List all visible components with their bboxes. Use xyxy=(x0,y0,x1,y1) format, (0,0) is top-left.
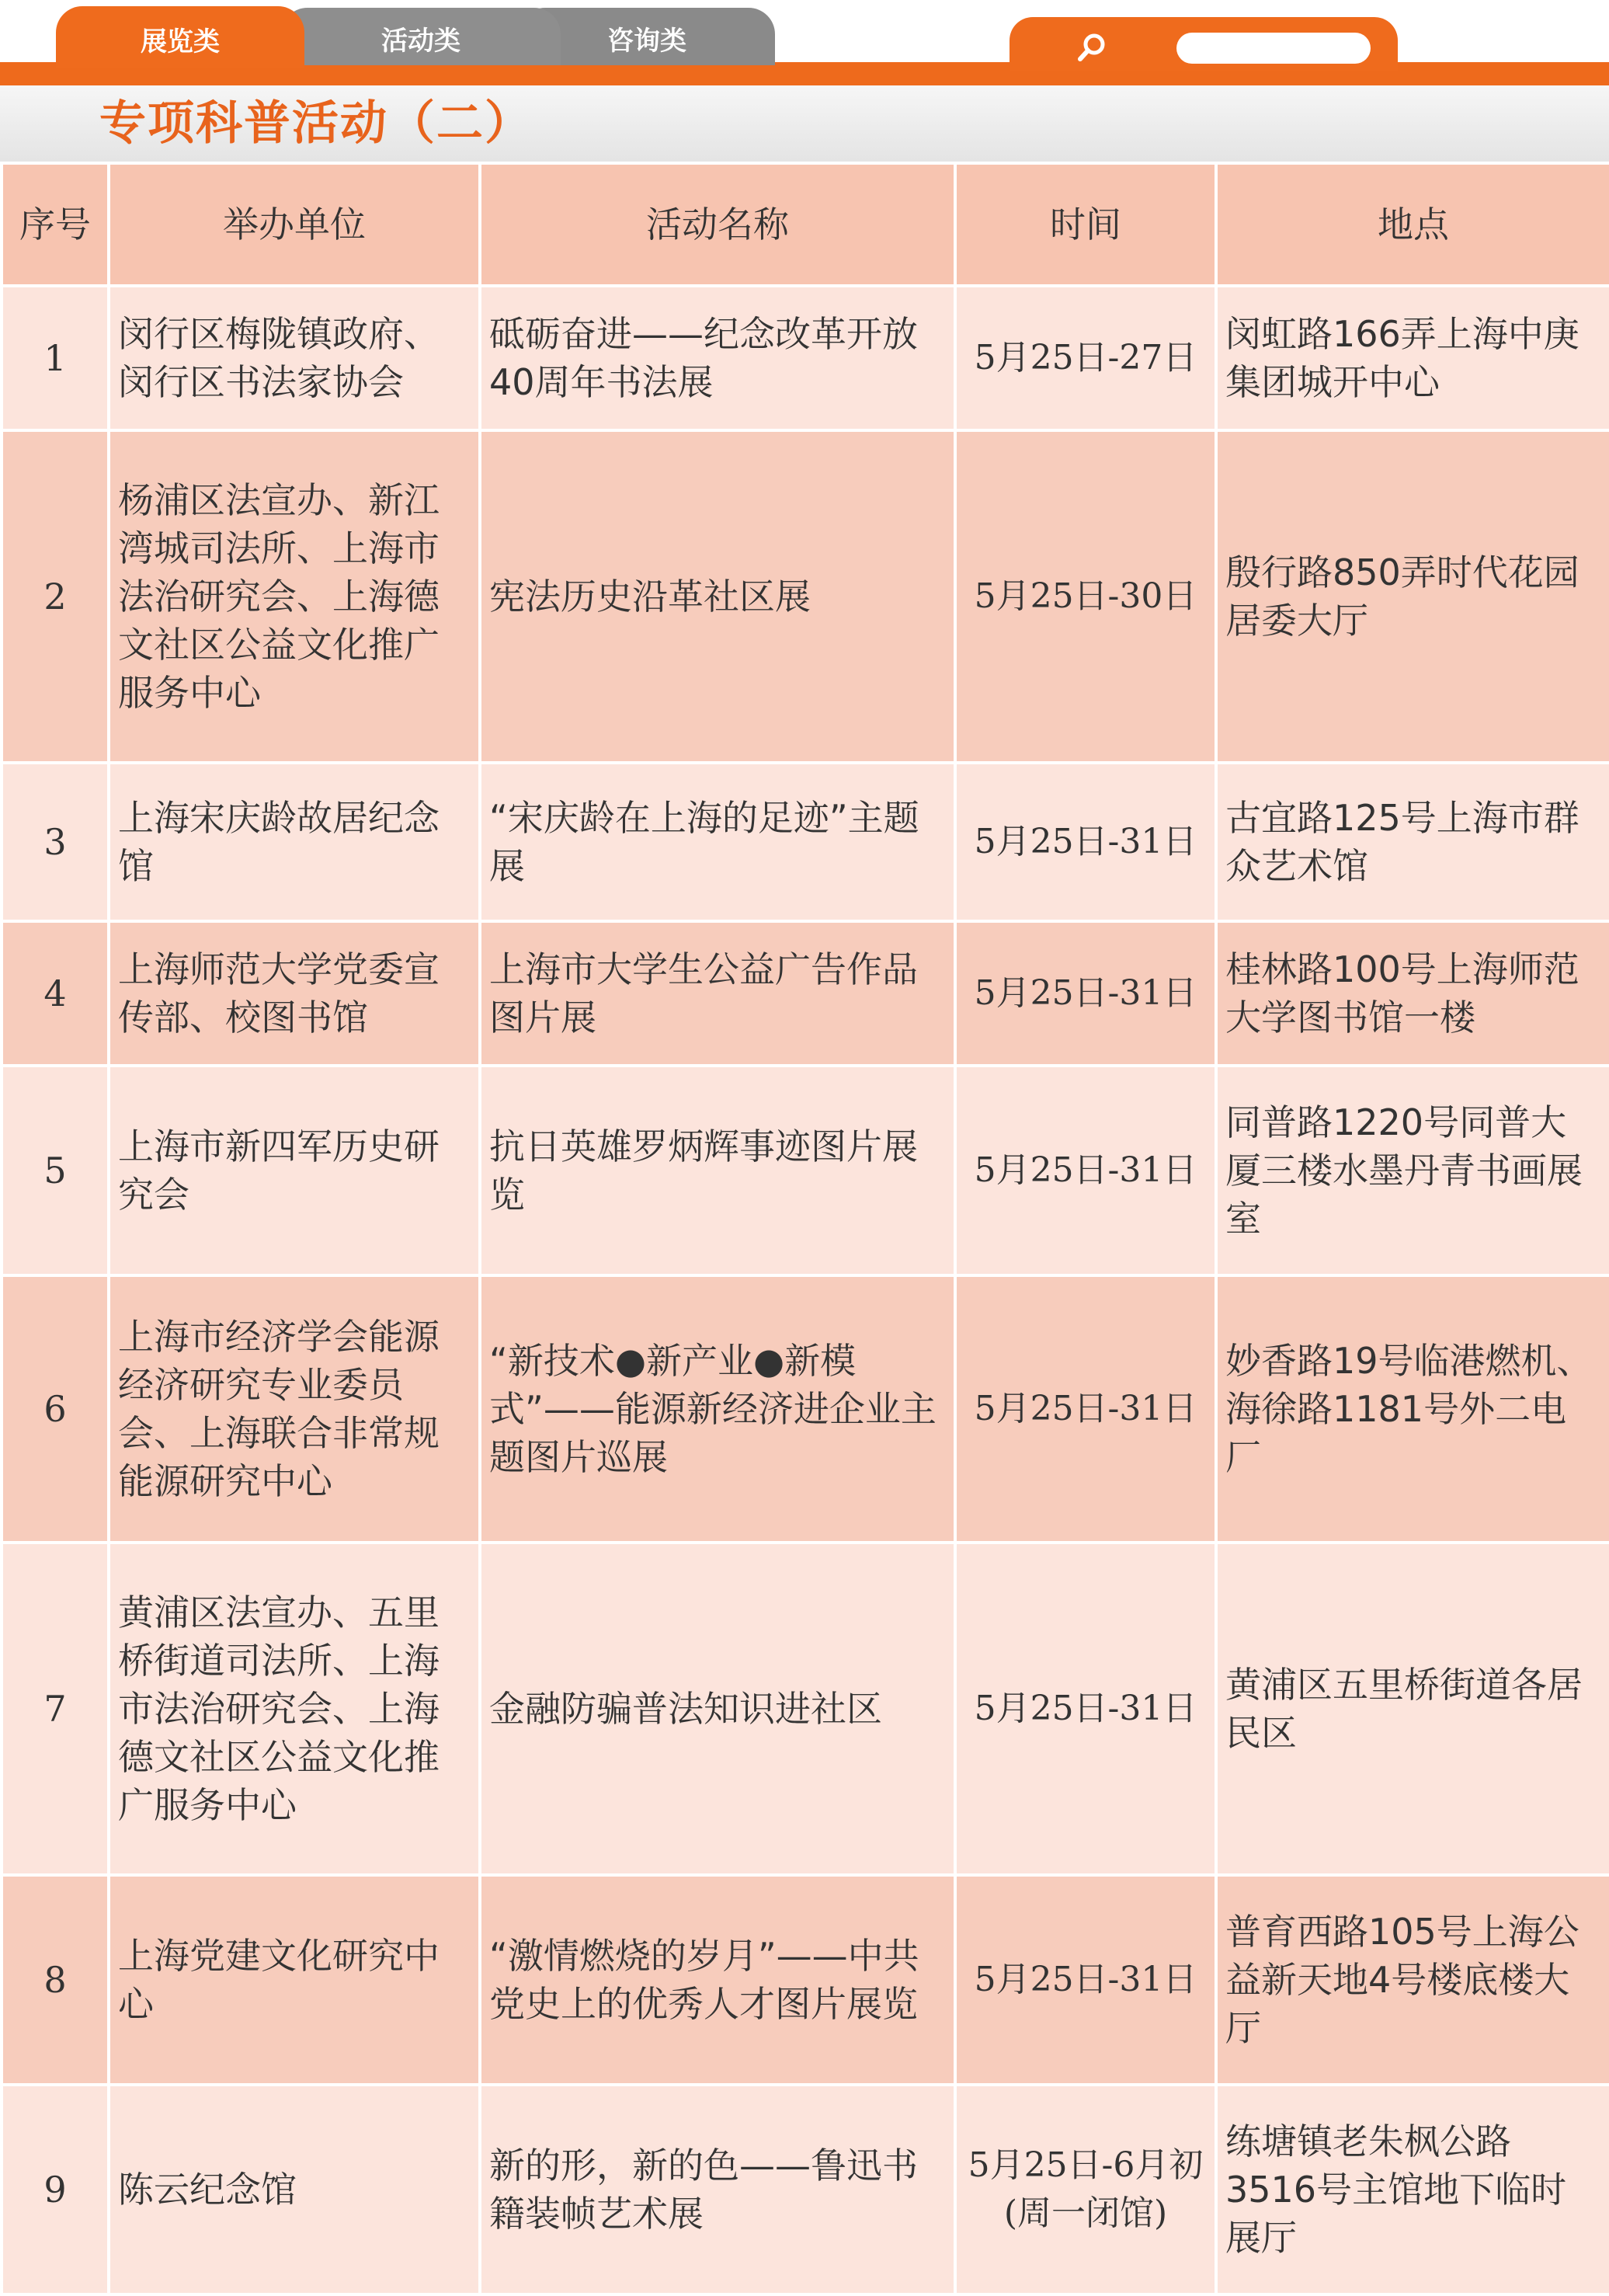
cell-org: 上海宋庆龄故居纪念馆 xyxy=(109,763,480,921)
title-band xyxy=(0,85,1609,163)
cell-no: 5 xyxy=(2,1066,109,1275)
cell-time: 5月25日-31日 xyxy=(955,1275,1216,1543)
table-row xyxy=(2,2085,1609,2294)
cell-place: 桂林路100号上海师范大学图书馆一楼 xyxy=(1216,921,1609,1066)
cell-time: 5月25日-6月初(周一闭馆) xyxy=(955,2085,1216,2294)
cell-org: 上海市新四军历史研究会 xyxy=(109,1066,480,1275)
cell-name: 新的形，新的色——鲁迅书籍装帧艺术展 xyxy=(480,2085,955,2294)
cell-org: 上海市经济学会能源经济研究专业委员会、上海联合非常规能源研究中心 xyxy=(109,1275,480,1543)
table-header-row xyxy=(2,163,1609,286)
cell-no: 9 xyxy=(2,2085,109,2294)
tab-consult-label: 咨询类 xyxy=(607,25,686,57)
cell-place: 古宜路125号上海市群众艺术馆 xyxy=(1216,763,1609,921)
events-table-container xyxy=(0,162,1609,2296)
search-icon[interactable] xyxy=(1076,31,1108,64)
table-row xyxy=(2,1066,1609,1275)
search-input[interactable] xyxy=(1176,33,1371,64)
header-time: 时间 xyxy=(955,163,1216,286)
cell-place: 殷行路850弄时代花园居委大厅 xyxy=(1216,430,1609,763)
cell-name: 上海市大学生公益广告作品图片展 xyxy=(480,921,955,1066)
cell-name: 金融防骗普法知识进社区 xyxy=(480,1543,955,1875)
cell-no: 8 xyxy=(2,1875,109,2085)
cell-name: “激情燃烧的岁月”——中共党史上的优秀人才图片展览 xyxy=(480,1875,955,2085)
table-row xyxy=(2,1275,1609,1543)
cell-org: 上海师范大学党委宣传部、校图书馆 xyxy=(109,921,480,1066)
cell-place: 同普路1220号同普大厦三楼水墨丹青书画展室 xyxy=(1216,1066,1609,1275)
cell-org: 陈云纪念馆 xyxy=(109,2085,480,2294)
cell-time: 5月25日-31日 xyxy=(955,1066,1216,1275)
cell-time: 5月25日-27日 xyxy=(955,286,1216,430)
cell-name: “新技术●新产业●新模式”——能源新经济进企业主题图片巡展 xyxy=(480,1275,955,1543)
cell-org: 黄浦区法宣办、五里桥街道司法所、上海市法治研究会、上海德文社区公益文化推广服务中心 xyxy=(109,1543,480,1875)
cell-no: 4 xyxy=(2,921,109,1066)
page-title: 专项科普活动（二） xyxy=(99,96,533,151)
cell-time: 5月25日-31日 xyxy=(955,1875,1216,2085)
cell-org: 闵行区梅陇镇政府、闵行区书法家协会 xyxy=(109,286,480,430)
cell-no: 6 xyxy=(2,1275,109,1543)
table-row xyxy=(2,286,1609,430)
tab-exhibitions[interactable] xyxy=(56,6,304,68)
cell-org: 上海党建文化研究中心 xyxy=(109,1875,480,2085)
header-no: 序号 xyxy=(2,163,109,286)
cell-time: 5月25日-31日 xyxy=(955,921,1216,1066)
cell-place: 黄浦区五里桥街道各居民区 xyxy=(1216,1543,1609,1875)
table-row xyxy=(2,1543,1609,1875)
cell-place: 闵虹路166弄上海中庚集团城开中心 xyxy=(1216,286,1609,430)
cell-name: 砥砺奋进——纪念改革开放40周年书法展 xyxy=(480,286,955,430)
cell-place: 妙香路19号临港燃机、海徐路1181号外二电厂 xyxy=(1216,1275,1609,1543)
cell-name: 宪法历史沿革社区展 xyxy=(480,430,955,763)
cell-place: 练塘镇老朱枫公路3516号主馆地下临时展厅 xyxy=(1216,2085,1609,2294)
tab-activities-label: 活动类 xyxy=(381,25,460,57)
cell-no: 7 xyxy=(2,1543,109,1875)
cell-name: “宋庆龄在上海的足迹”主题展 xyxy=(480,763,955,921)
cell-time: 5月25日-31日 xyxy=(955,1543,1216,1875)
tab-exhibitions-label: 展览类 xyxy=(141,26,220,57)
table-row xyxy=(2,430,1609,763)
cell-place: 普育西路105号上海公益新天地4号楼底楼大厅 xyxy=(1216,1875,1609,2085)
top-nav-bar xyxy=(0,0,1609,85)
table-row xyxy=(2,763,1609,921)
header-org: 举办单位 xyxy=(109,163,480,286)
header-place: 地点 xyxy=(1216,163,1609,286)
tab-activities[interactable] xyxy=(281,8,561,65)
cell-org: 杨浦区法宣办、新江湾城司法所、上海市法治研究会、上海德文社区公益文化推广服务中心 xyxy=(109,430,480,763)
table-row xyxy=(2,1875,1609,2085)
events-table xyxy=(0,162,1609,2296)
cell-no: 3 xyxy=(2,763,109,921)
cell-time: 5月25日-30日 xyxy=(955,430,1216,763)
cell-no: 2 xyxy=(2,430,109,763)
cell-time: 5月25日-31日 xyxy=(955,763,1216,921)
cell-no: 1 xyxy=(2,286,109,430)
header-name: 活动名称 xyxy=(480,163,955,286)
cell-name: 抗日英雄罗炳辉事迹图片展览 xyxy=(480,1066,955,1275)
table-row xyxy=(2,921,1609,1066)
